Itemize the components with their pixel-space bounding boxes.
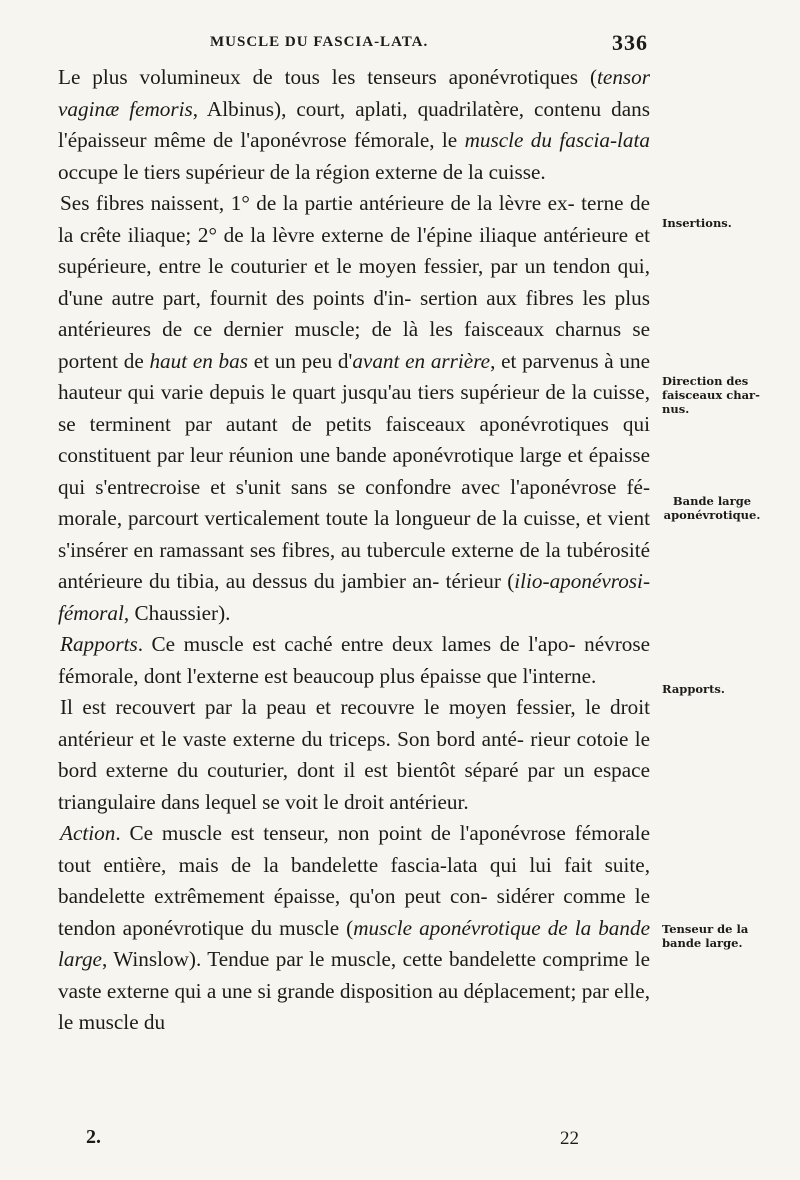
text-run: Il est recouvert par la peau et recouvre le moyen fessier, le droit antérieur et le vaste externe du triceps. Son bord anté- rieur cotoie le bord externe du couturier, dont il est bientôt séparé par un espace triangulaire dans lequel se voit le droit antérieur. [58, 695, 650, 814]
winslow-name: muscle aponévrotique de la bande large [58, 915, 650, 971]
signature-mark: 2. [86, 1126, 101, 1148]
paragraph-relations [58, 692, 650, 818]
text-run: et un peu d' [247, 348, 353, 373]
emphasis: avant en arrière [352, 348, 491, 373]
margin-note-insertions: Insertions. [662, 216, 732, 230]
text-run: Ses fibres naissent, 1° de la partie antérieure de la lèvre ex- terne de la crête iliaque; 2° de la lèvre externe de l'épine iliaque antérieure et supérieure, entre le couturier et le moyen fessier, par un tendon qui, d'une autre part, fournit des points d'in- sertion aux fibres les plus antérieures de ce dernier muscle; de là les faisceaux charnus se portent de [58, 191, 650, 373]
margin-note-bande-large: Bande large aponévrotique. [663, 494, 761, 522]
emphasis: haut en bas [149, 348, 248, 373]
section-label: Rapports [60, 632, 138, 656]
sheet-number: 22 [560, 1128, 579, 1149]
paragraph-definition [58, 62, 650, 188]
paragraph-rapports [58, 629, 650, 692]
text-run: Le plus volumineux de tous les tenseurs aponévrotiques ( [58, 65, 598, 89]
text-run: . Ce muscle est caché entre deux lames de l'apo- névrose fémorale, dont l'externe est beaucoup plus épaisse que l'interne. [58, 632, 650, 688]
text-run: , Winslow). Tendue par le muscle, cette bandelette comprime le vaste externe qui a une si grande disposition au déplacement; par elle, le muscle du [58, 947, 650, 1034]
muscle-name: muscle du fascia-lata [464, 128, 650, 152]
margin-note-rapports: Rapports. [662, 682, 725, 696]
text-run: occupe le tiers supérieur de la région externe de la cuisse. [58, 159, 546, 184]
text-run: , Chaussier). [123, 600, 231, 625]
text-run: . Ce muscle est tenseur, non point de l'aponévrose fémorale tout entière, mais de la bandelette fascia-lata qui lui fait suite, bandelette extrêmement épaisse, qu'on peut con- sidérer comme le tendon aponévrotique du muscle ( [58, 821, 650, 940]
latin-name: tensor vaginæ femoris [58, 65, 650, 121]
page-number: 336 [612, 30, 648, 55]
paragraph-insertions [58, 188, 650, 629]
body-text [58, 62, 650, 1039]
section-label: Action [60, 821, 116, 845]
paragraph-action [58, 818, 650, 1039]
running-title: MUSCLE DU FASCIA-LATA. [210, 34, 429, 50]
margin-note-direction: Direction des faisceaux char- nus. [662, 374, 760, 416]
text-run: , Albinus), court, aplati, quadrilatère, contenu dans l'épaisseur même de l'aponévrose fémorale, le [58, 96, 650, 152]
margin-note-tenseur: Tenseur de la bande large. [662, 922, 749, 950]
text-run: , et parvenus à une hauteur qui varie depuis le quart jusqu'au tiers supérieur de la cuisse, se terminent par autant de petits faisceaux aponévrotiques qui constituent par leur réunion une bande aponévrotique large et épaisse qui s'entrecroise et s'unit sans se confondre avec l'aponévrose fé- morale, parcourt verticalement toute la longueur de la cuisse, et vient s'insérer en ramassant ses fibres, au tubercule externe de la tubérosité antérieure du tibia, au dessus du jambier an- térieur ( [58, 348, 651, 593]
chaussier-name: ilio-aponévrosi-fémoral [58, 569, 650, 625]
